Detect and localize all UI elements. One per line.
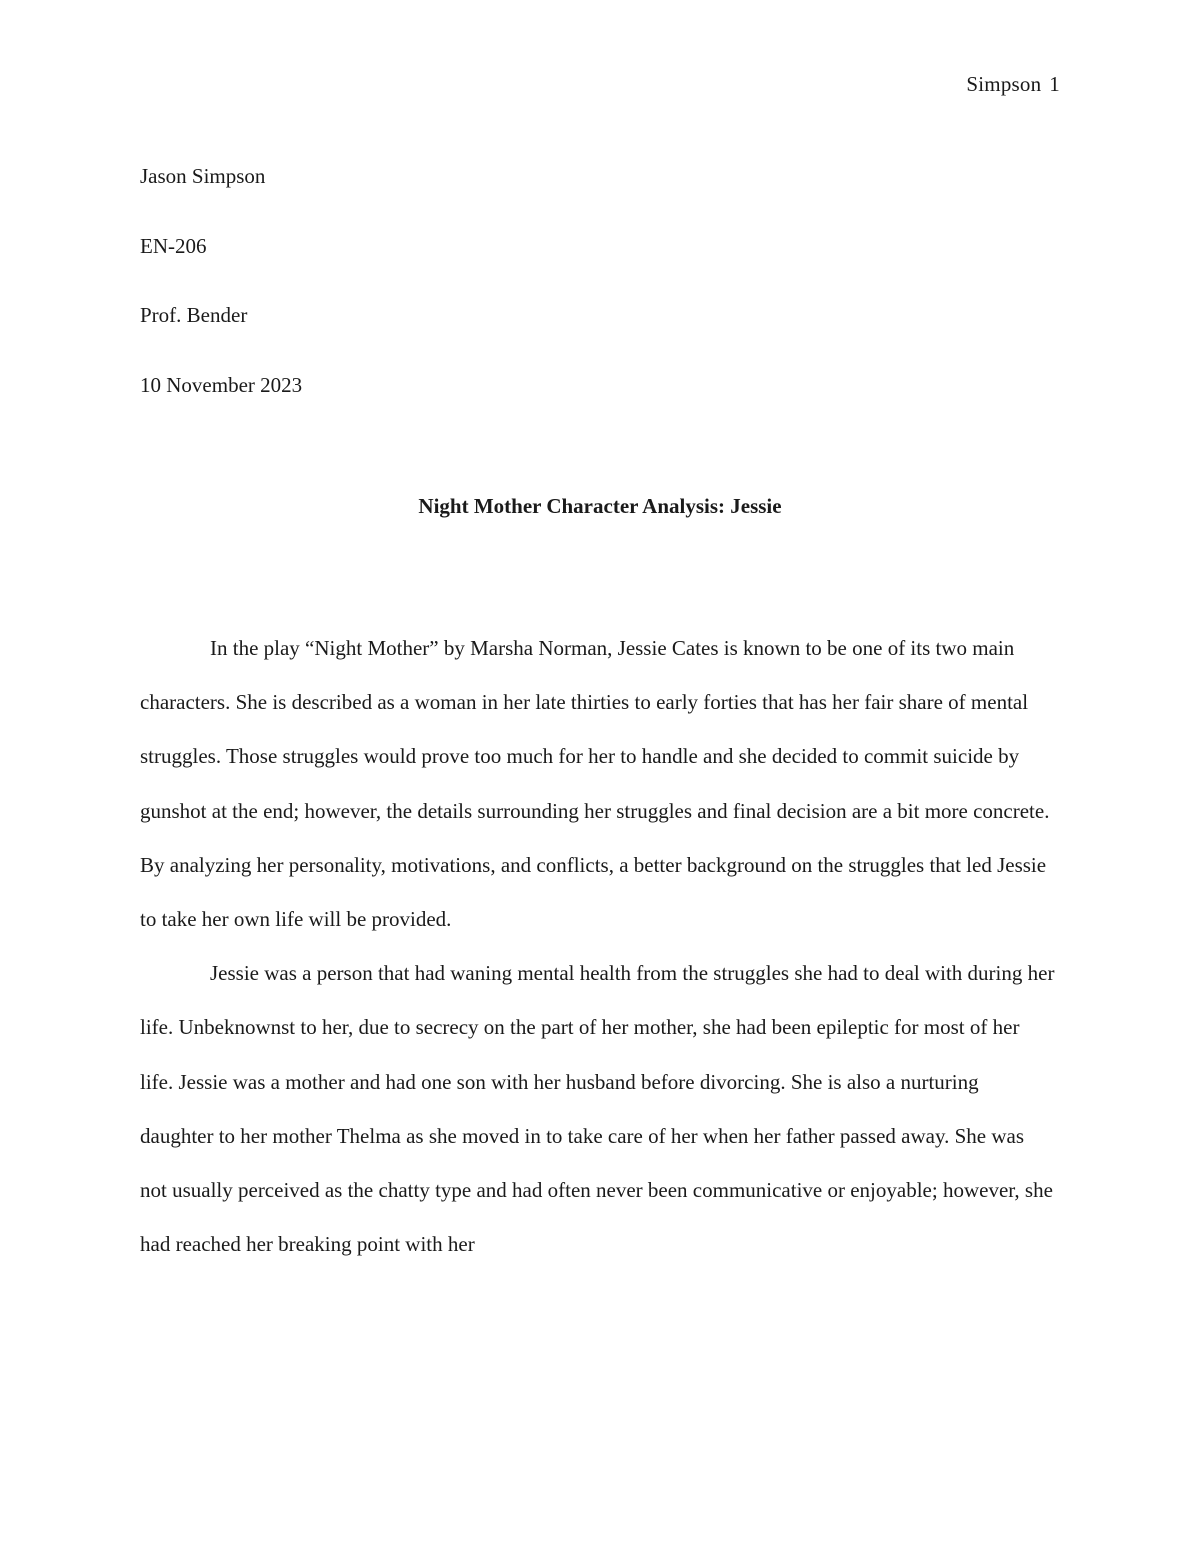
essay-title: Night Mother Character Analysis: Jessie <box>418 494 782 518</box>
course-code: EN-206 <box>140 233 207 258</box>
instructor-name: Prof. Bender <box>140 303 248 327</box>
heading-block <box>140 142 1060 420</box>
page-number: 1 <box>1049 72 1060 96</box>
running-head <box>966 72 1060 97</box>
student-name: Jason Simpson <box>140 164 266 188</box>
running-head-name: Simpson <box>966 72 1042 96</box>
paragraph-1: In the play “Night Mother” by Marsha Norman, Jessie Cates is known to be one of its two main characters. She is described as a woman in her late thirties to early forties that has her fair share of mental struggles. Those struggles would prove too much for her to handle and she decided to commit suicide by gunshot at the end; however, the details surrounding her struggles and final decision are a bit more concrete. By analyzing her personality, motivations, and conflicts, a better background on the struggles that led Jessie to take her own life will be provided. <box>140 636 1050 932</box>
paragraph-2: Jessie was a person that had waning mental health from the struggles she had to deal with during her life. Unbeknownst to her, due to secrecy on the part of her mother, she had been epileptic for most of her life. Jessie was a mother and had one son with her husband before divorcing. She is also a nurturing daughter to her mother Thelma as she moved in to take care of her when her father passed away. She was not usually perceived as the chatty type and had often never been communicative or enjoyable; however, she had reached her breaking point with her <box>140 961 1055 1257</box>
essay-body <box>140 621 1056 1271</box>
date: 10 November 2023 <box>140 372 303 397</box>
